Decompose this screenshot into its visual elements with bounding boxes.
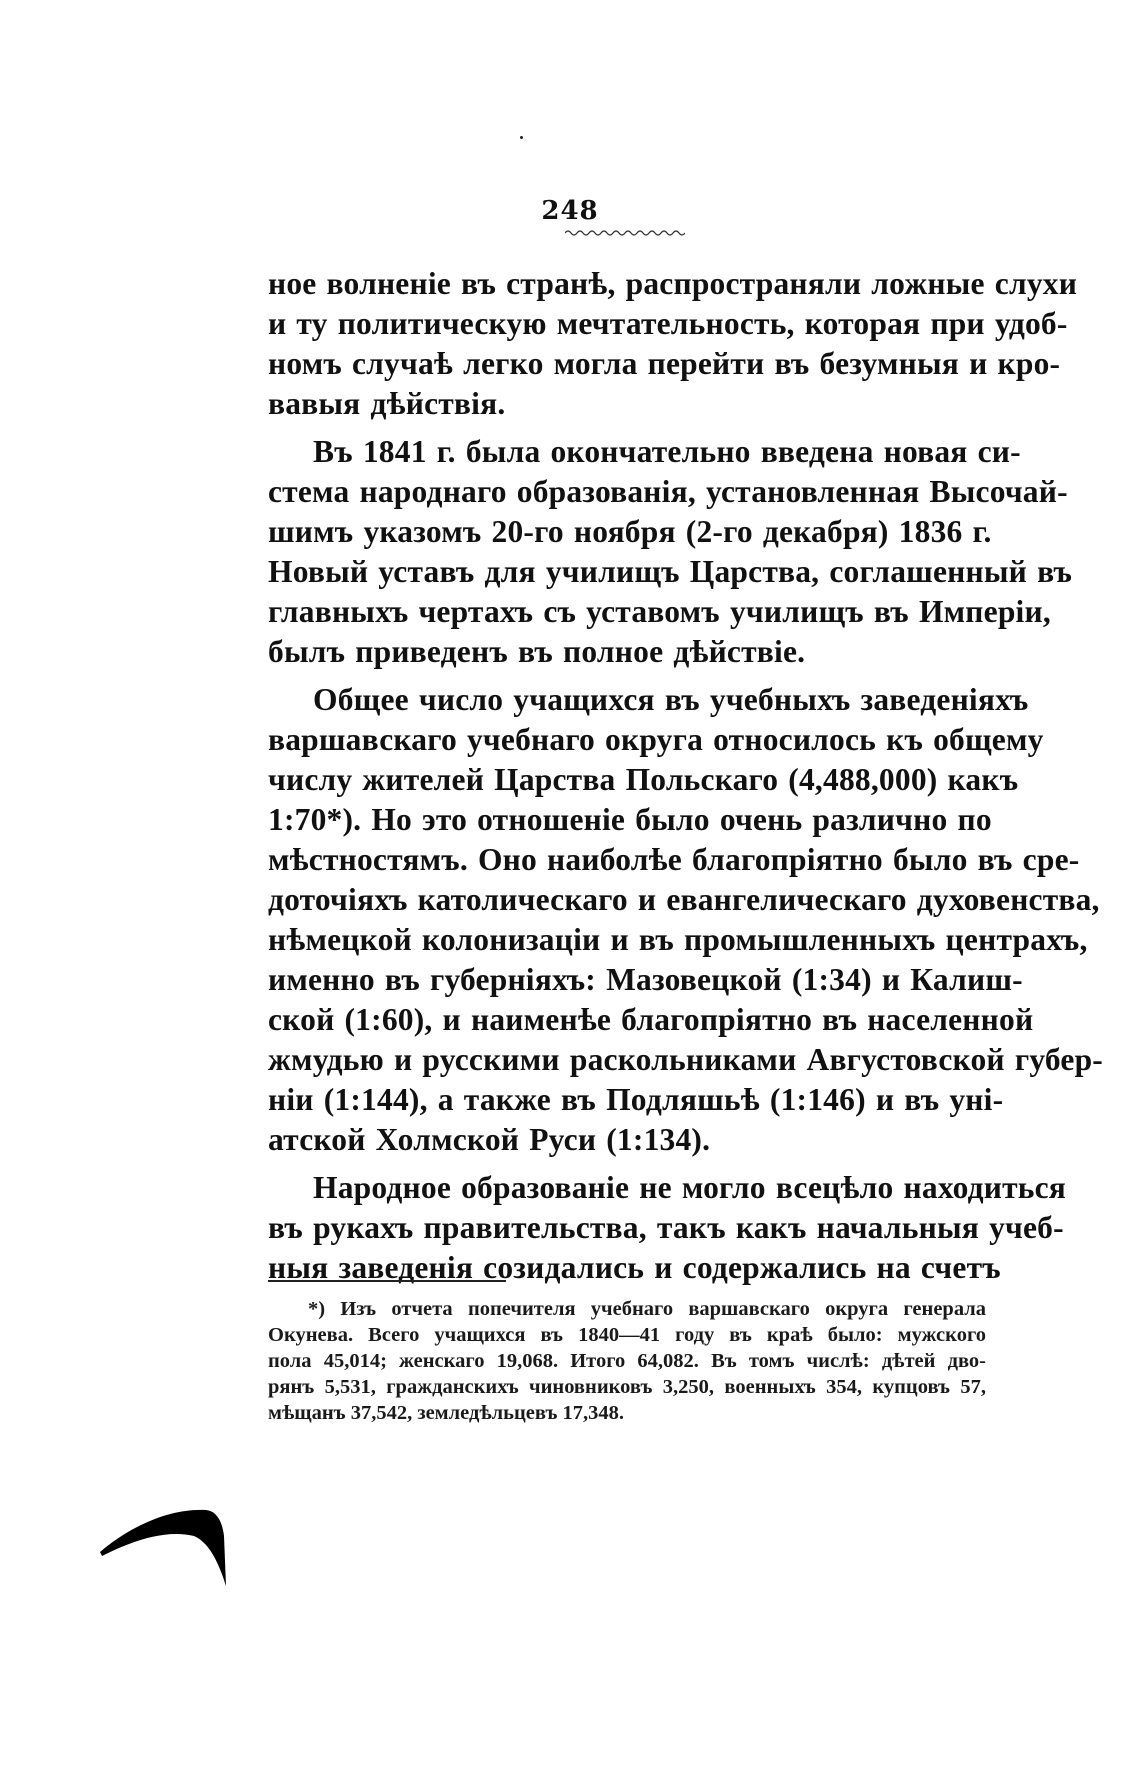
paragraph (268, 432, 1073, 672)
text-line: ніи (1:144), а также въ Подляшьѣ (1:146) и въ уні- (268, 1082, 1004, 1117)
text-line: именно въ губерніяхъ: Мазовецкой (1:34) и Калиш- (268, 962, 1023, 997)
text-line: въ рукахъ правительства, такъ какъ начальныя учеб- (268, 1210, 1064, 1245)
footnote-line: Окунева. Всего учащихся въ 1840—41 году въ краѣ было: мужского (268, 1324, 986, 1346)
footnote (268, 1296, 986, 1426)
footnote-line: рянъ 5,531, гражданскихъ чиновниковъ 3,250, военныхъ 354, купцовъ 57, (268, 1376, 986, 1398)
text-line: Общее число учащихся въ учебныхъ заведеніяхъ (313, 682, 1029, 717)
text-line: доточіяхъ католическаго и евангелическаго духовенства, (268, 882, 1100, 917)
text-line: варшавскаго учебнаго округа относилось къ общему (268, 722, 1044, 757)
scan-artifact-mark (98, 1490, 228, 1590)
text-line: номъ случаѣ легко могла перейти въ безумныя и кро- (268, 346, 1061, 381)
text-line: Народное образованіе не могло всецѣло находиться (313, 1170, 1067, 1205)
text-line: ное волненіе въ странѣ, распространяли ложные слухи (268, 266, 1078, 301)
text-line: шимъ указомъ 20-го ноября (2-го декабря) 1836 г. (268, 514, 992, 549)
text-line: числу жителей Царства Польскаго (4,488,000) какъ (268, 762, 1019, 797)
text-line: главныхъ чертахъ съ уставомъ училищъ въ Имперіи, (268, 594, 1051, 629)
paragraph (268, 680, 1104, 1160)
footnote-line: *) Изъ отчета попечителя учебнаго варшавскаго округа генерала (308, 1298, 986, 1320)
text-line: былъ приведенъ въ полное дѣйствіе. (268, 634, 806, 669)
text-line: нѣмецкой колонизаціи и въ промышленныхъ центрахъ, (268, 922, 1088, 957)
text-line: Новый уставъ для училищъ Царства, соглашенный въ (268, 554, 1073, 589)
text-line: мѣстностямъ. Оно наиболѣе благопріятно было въ сре- (268, 842, 1080, 877)
footnote-line: пола 45,014; женскаго 19,068. Итого 64,082. Въ томъ числѣ: дѣтей дво- (268, 1350, 986, 1372)
text-line: вавыя дѣйствія. (268, 386, 506, 421)
paragraph (268, 1168, 1067, 1288)
page-number-ornament (565, 228, 685, 238)
text-line: ныя заведенія созидались и содержались на счетъ (268, 1250, 1001, 1285)
footnote-line: мѣщанъ 37,542, земледѣльцевъ 17,348. (268, 1402, 625, 1424)
text-line: ской (1:60), и наименѣе благопріятно въ населенной (268, 1002, 1034, 1037)
scan-speck (520, 136, 523, 139)
text-line: стема народнаго образованія, установленная Высочай- (268, 474, 1068, 509)
text-line: и ту политическую мечтательность, которая при удоб- (268, 306, 1068, 341)
page-number: 248 (541, 196, 599, 226)
text-line: жмудью и русскими раскольниками Августовской губер- (268, 1042, 1104, 1077)
footnote-divider (268, 1280, 506, 1282)
text-line: Въ 1841 г. была окончательно введена новая си- (313, 434, 1021, 469)
text-line: 1:70*). Но это отношеніе было очень различно по (268, 802, 992, 837)
paragraph (268, 264, 1078, 424)
text-line: атской Холмской Руси (1:134). (268, 1122, 711, 1157)
body-text (268, 264, 1104, 1288)
